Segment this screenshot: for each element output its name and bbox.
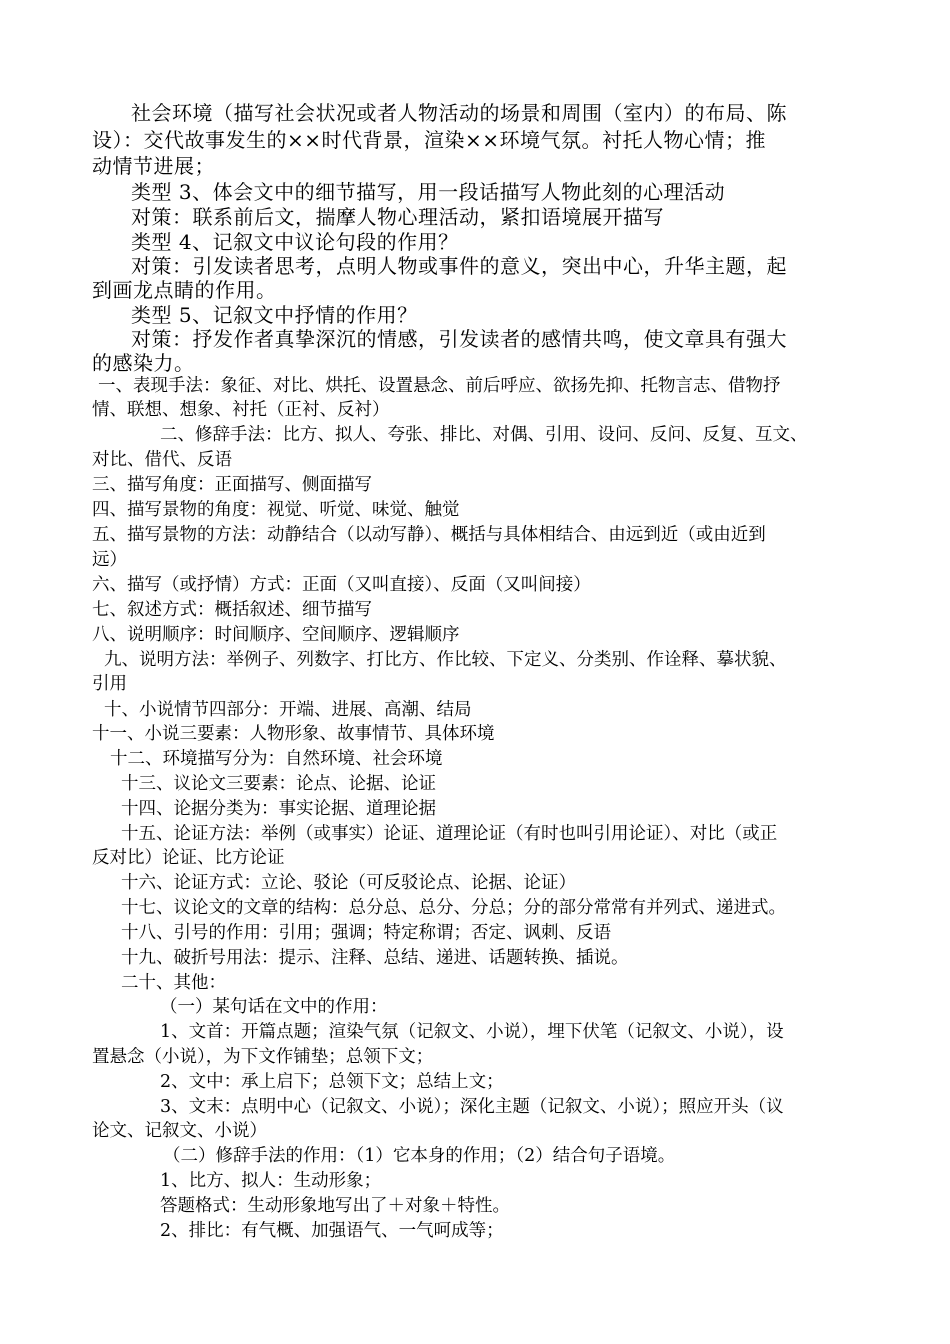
text-line: 置悬念（小说），为下文作铺垫；总领下文； (92, 1047, 434, 1067)
text-line: 1、比方、拟人：生动形象； (160, 1171, 382, 1191)
text-line: 类型 5、记叙文中抒情的作用？ (131, 303, 418, 327)
text-line: 反对比）论证、比方论证 (92, 848, 285, 868)
text-line: 十五、论证方法：举例（或事实）论证、道理论证（有时也叫引用论证）、对比（或正 (121, 824, 778, 844)
text-line: 二、修辞手法：比方、拟人、夸张、排比、对偶、引用、设问、反问、反复、互文、 (160, 425, 808, 445)
text-line: 十四、论据分类为：事实论据、道理论据 (121, 799, 436, 819)
text-line: （一）某句话在文中的作用： (160, 997, 388, 1017)
text-line: 远） (92, 550, 127, 570)
text-line: 七、叙述方式：概括叙述、细节描写 (92, 600, 372, 620)
text-line: 二十、其他： (121, 973, 226, 993)
text-line: 十七、议论文的文章的结构：总分总、总分、分总；分的部分常常有并列式、递进式。 (121, 898, 786, 918)
text-line: （二）修辞手法的作用：（1）它本身的作用；（2）结合句子语境。 (163, 1146, 676, 1166)
text-line: 的感染力。 (92, 351, 195, 375)
text-line: 对比、借代、反语 (92, 450, 232, 470)
text-line: 一、表现手法：象征、对比、烘托、设置悬念、前后呼应、欲扬先抑、托物言志、借物抒 (98, 376, 781, 396)
text-line: 对策：抒发作者真挚深沉的情感，引发读者的感情共鸣，使文章具有强大 (131, 327, 787, 351)
text-line: 对策：联系前后文，揣摩人物心理活动，紧扣语境展开描写 (131, 205, 664, 229)
text-line: 十一、小说三要素：人物形象、故事情节、具体环境 (92, 724, 495, 744)
text-line: 引用 (92, 674, 127, 694)
text-line: 四、描写景物的角度：视觉、听觉、味觉、触觉 (92, 500, 460, 520)
text-line: 十、小说情节四部分：开端、进展、高潮、结局 (104, 700, 472, 720)
text-line: 动情节进展； (92, 154, 215, 178)
text-line: 设）：交代故事发生的××时代背景，渲染××环境气氛。衬托人物心情；推 (92, 128, 767, 152)
text-line: 三、描写角度：正面描写、侧面描写 (92, 475, 372, 495)
text-line: 十二、环境描写分为：自然环境、社会环境 (110, 749, 443, 769)
text-line: 2、文中：承上启下；总领下文；总结上文； (160, 1072, 504, 1092)
text-line: 八、说明顺序：时间顺序、空间顺序、逻辑顺序 (92, 625, 460, 645)
text-line: 答题格式：生动形象地写出了＋对象＋特性。 (160, 1196, 510, 1216)
text-line: 十九、破折号用法：提示、注释、总结、递进、话题转换、插说。 (121, 948, 629, 968)
text-line: 十三、议论文三要素：论点、论据、论证 (121, 774, 436, 794)
text-line: 类型 4、记叙文中议论句段的作用？ (131, 230, 459, 254)
text-line: 十八、引号的作用：引用；强调；特定称谓；否定、讽刺、反语 (121, 923, 611, 943)
text-line: 2、排比：有气概、加强语气、一气呵成等； (160, 1221, 504, 1241)
text-line: 1、文首：开篇点题；渲染气氛（记叙文、小说），埋下伏笔（记叙文、小说），设 (160, 1022, 784, 1042)
text-line: 五、描写景物的方法：动静结合（以动写静）、概括与具体相结合、由远到近（或由近到 (92, 525, 766, 545)
text-line: 类型 3、体会文中的细节描写，用一段话描写人物此刻的心理活动 (131, 180, 726, 204)
text-line: 3、文末：点明中心（记叙文、小说）；深化主题（记叙文、小说）；照应开头（议 (160, 1097, 784, 1117)
text-line: 六、描写（或抒情）方式：正面（又叫直接）、反面（又叫间接） (92, 575, 591, 595)
text-line: 社会环境（描写社会状况或者人物活动的场景和周围（室内）的布局、陈 (131, 101, 787, 125)
text-line: 到画龙点睛的作用。 (92, 278, 277, 302)
text-line: 论文、记叙文、小说） (92, 1121, 267, 1141)
text-line: 对策：引发读者思考，点明人物或事件的意义，突出中心，升华主题，起 (131, 254, 787, 278)
text-line: 九、说明方法：举例子、列数字、打比方、作比较、下定义、分类别、作诠释、摹状貌、 (104, 650, 787, 670)
text-line: 情、联想、想象、衬托（正衬、反衬） (92, 400, 390, 420)
text-line: 十六、论证方式：立论、驳论（可反驳论点、论据、论证） (121, 873, 576, 893)
